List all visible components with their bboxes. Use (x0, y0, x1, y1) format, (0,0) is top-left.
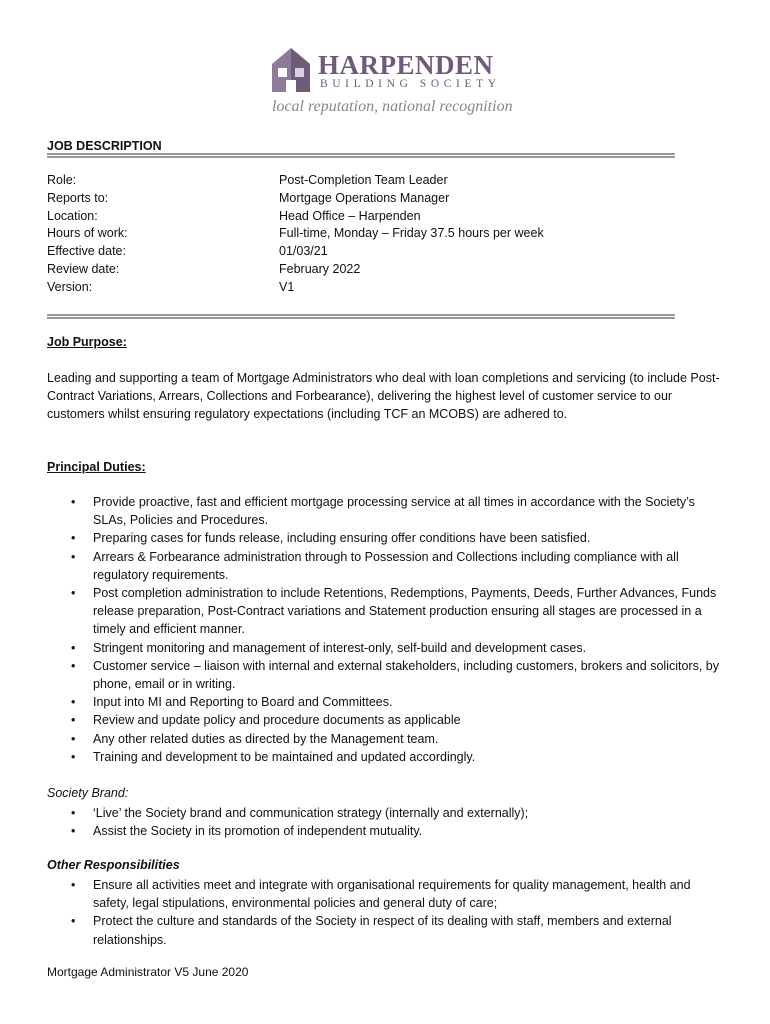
bullet-icon: • (71, 806, 76, 820)
job-purpose-text: Leading and supporting a team of Mortgage Administrators who deal with loan completions and servicing (to include Post-Contract Variations, Arrears, Collections and Forbearance), delivering the highest level of customer service to our customers whilst ensuring regulatory expectations (including TCF an MCOBS) are adhered to. (47, 371, 720, 421)
bullet-icon: • (71, 695, 76, 710)
society-brand-heading: Society Brand: (47, 786, 129, 800)
meta-row-reports-to (47, 190, 544, 208)
meta-row-review-date (47, 261, 544, 279)
list-item-text: Ensure all activities meet and integrate with organisational requirements for quality management, health and safety, legal stipulations, environmental policies and general duty of care; (93, 878, 691, 911)
other-responsibilities-heading: Other Responsibilities (47, 858, 180, 872)
list-item (47, 639, 727, 657)
bullet-icon: • (71, 749, 76, 764)
house-logo-icon (268, 44, 314, 98)
meta-label: Role: (47, 173, 77, 187)
meta-value: Full-time, Monday – Friday 37.5 hours per week (279, 226, 544, 241)
meta-row-hours (47, 225, 544, 243)
meta-row-role (47, 172, 544, 190)
principal-duties-list (47, 493, 727, 766)
list-item-text: ‘Live’ the Society brand and communication strategy (internally and externally); (93, 806, 529, 820)
society-brand-list (47, 804, 727, 840)
meta-row-version (47, 279, 544, 297)
list-item (47, 730, 727, 748)
list-item (47, 657, 727, 693)
job-purpose-heading: Job Purpose: (47, 335, 127, 349)
meta-label: Review date: (47, 261, 120, 276)
meta-label: Location: (47, 208, 98, 223)
bullet-icon: • (71, 658, 76, 673)
tagline: local reputation, national recognition (272, 98, 513, 115)
meta-label: Hours of work: (47, 226, 128, 241)
meta-value: Post-Completion Team Leader (279, 173, 448, 187)
meta-value: 01/03/21 (279, 244, 328, 259)
list-item (47, 493, 727, 529)
meta-value: Head Office – Harpenden (279, 208, 421, 223)
logo-subtitle: BUILDING SOCIETY (320, 78, 501, 90)
meta-value: February 2022 (279, 261, 361, 276)
meta-label: Version: (47, 279, 93, 294)
list-item-text: Protect the culture and standards of the Society in respect of its dealing with staff, members and external relationships. (93, 914, 672, 947)
list-item-text: Training and development to be maintained and updated accordingly. (93, 749, 476, 764)
page-footer: Mortgage Administrator V5 June 2020 (47, 965, 249, 979)
bullet-icon: • (71, 586, 76, 601)
list-item (47, 529, 727, 547)
bullet-icon: • (71, 824, 76, 839)
bullet-icon: • (71, 549, 76, 564)
list-item-text: Provide proactive, fast and efficient mortgage processing service at all times in accordance with the Society’s SLAs, Policies and Procedures. (93, 495, 695, 528)
list-item-text: Assist the Society in its promotion of independent mutuality. (93, 824, 423, 839)
list-item (47, 584, 727, 639)
meta-label: Reports to: (47, 190, 109, 205)
list-item-text: Customer service – liaison with internal and external stakeholders, including customers, brokers and solicitors, by phone, email or in writing. (93, 658, 719, 692)
document-title: JOB DESCRIPTION (47, 139, 162, 153)
bullet-icon: • (71, 731, 76, 746)
list-item-text: Any other related duties as directed by the Management team. (93, 731, 439, 746)
bullet-icon: • (71, 640, 76, 655)
job-meta-table (47, 172, 544, 297)
list-item-text: Post completion administration to include Retentions, Redemptions, Payments, Deeds, Further Advances, Funds release preparation, Post-Contract variations and Statement production ensuring all stages are processed in a timely and efficient manner. (93, 586, 717, 637)
list-item-text: Arrears & Forbearance administration through to Possession and Collections including compliance with all regulatory requirements. (93, 549, 679, 582)
meta-row-effective-date (47, 243, 544, 261)
list-item (47, 804, 727, 822)
list-item (47, 711, 727, 729)
list-item (47, 822, 727, 840)
bullet-icon: • (71, 531, 76, 546)
meta-row-location (47, 208, 544, 226)
list-item (47, 876, 727, 912)
divider (47, 314, 675, 319)
meta-value: Mortgage Operations Manager (279, 190, 450, 205)
bullet-icon: • (71, 713, 76, 728)
list-item-text: Preparing cases for funds release, including ensuring offer conditions have been satisfied. (93, 531, 591, 546)
meta-value: V1 (279, 279, 295, 294)
list-item (47, 912, 727, 948)
list-item-text: Review and update policy and procedure documents as applicable (93, 713, 461, 728)
bullet-icon: • (71, 914, 76, 929)
list-item-text: Stringent monitoring and management of interest-only, self-build and development cases. (93, 640, 587, 655)
divider (47, 153, 675, 158)
logo-name: HARPENDEN (318, 50, 494, 80)
meta-label: Effective date: (47, 244, 126, 259)
other-responsibilities-list (47, 876, 727, 949)
bullet-icon: • (71, 495, 76, 509)
list-item-text: Input into MI and Reporting to Board and Committees. (93, 695, 393, 710)
list-item (47, 693, 727, 711)
bullet-icon: • (71, 878, 76, 892)
principal-duties-heading: Principal Duties: (47, 460, 146, 474)
list-item (47, 548, 727, 584)
list-item (47, 748, 727, 766)
